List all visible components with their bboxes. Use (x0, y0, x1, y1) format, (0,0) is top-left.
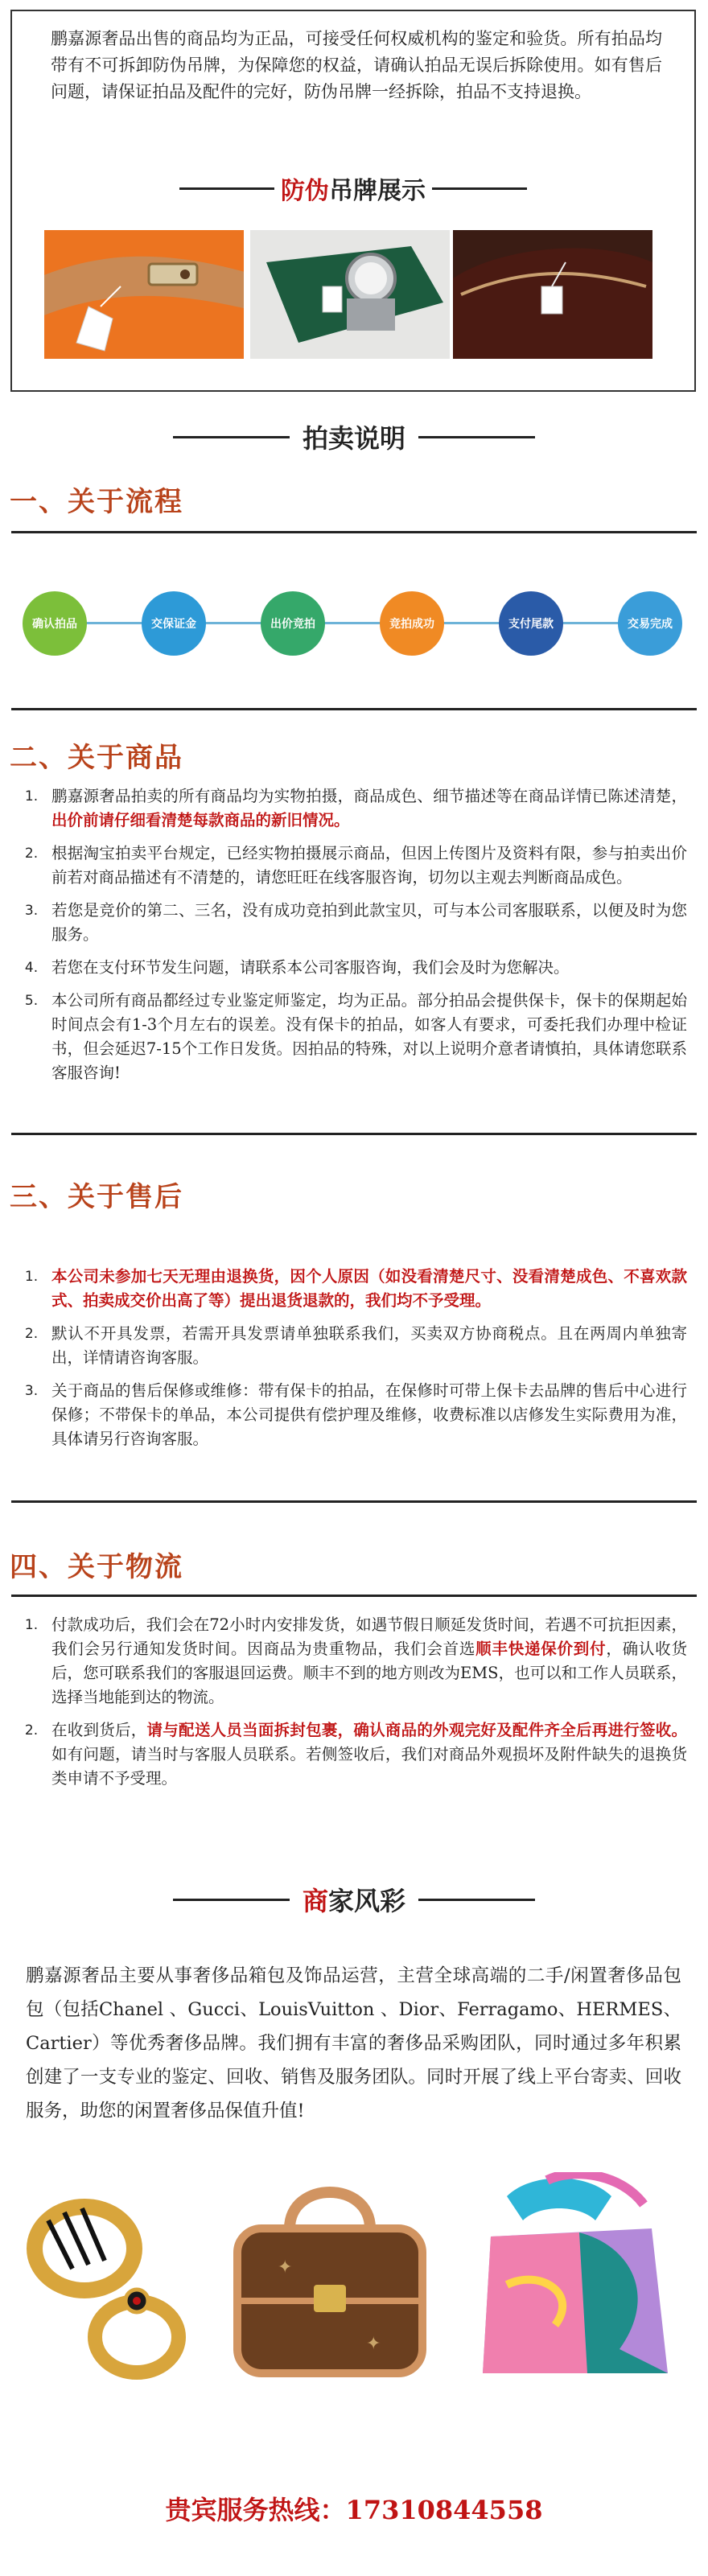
image-monogram-bag (213, 2172, 447, 2389)
list-item-text (51, 842, 687, 890)
merchant-title-black: 家风彩 (328, 1886, 406, 1916)
list-item-text (51, 1265, 687, 1313)
image-colorful-bag (459, 2172, 692, 2389)
list-item (11, 1265, 687, 1313)
merchant-title (0, 1881, 708, 1918)
step-deposit: 交保证金 (142, 591, 206, 656)
step-win: 竞拍成功 (380, 591, 444, 656)
list-item-number: 4. (24, 960, 39, 976)
list-item-number: 5. (24, 993, 39, 1009)
title-rule-right (418, 1899, 535, 1901)
anti-title-red: 防伪 (281, 177, 329, 205)
anti-title-black: 吊牌展示 (329, 177, 426, 205)
step-confirm: 确认拍品 (23, 591, 87, 656)
notice-intro: 鹏嘉源奢品出售的商品均为正品，可接受任何权威机构的鉴定和验货。所有拍品均带有不可拆卸防伪吊牌，为保障您的权益，请确认拍品无误后拆除使用。如有售后问题，请保证拍品及配件的完好，防伪吊牌一经拆除，拍品不支持退换。 (51, 29, 662, 101)
auction-title-text: 拍卖说明 (302, 423, 405, 454)
process-flow (23, 591, 682, 656)
list-item-text (51, 989, 687, 1085)
list-item-segment: 关于商品的售后保修或维修：带有保卡的拍品，在保修时可带上保卡去品牌的售后中心进行保修；不带保卡的单品，本公司提供有偿护理及维修，收费标准以店修发生实际费用为准，具体请另行咨询客服。 (51, 1381, 687, 1448)
notice-box (10, 10, 696, 392)
photo-bag-tag (453, 230, 652, 359)
list-item (11, 956, 687, 980)
list-item-segment: ，确认收货后，您可联系我们的客服退回运费。顺丰不到的地方则改为EMS，也可以和工作人员联系，选择当地能到达的物流。 (51, 1640, 687, 1706)
aftersale-list (11, 1265, 687, 1460)
auction-title (0, 418, 708, 455)
aftersale-rule (11, 1500, 697, 1503)
list-item-segment: 鹏嘉源奢品拍卖的所有商品均为实物拍摄，商品成色、细节描述等在商品详情已陈述清楚， (51, 787, 687, 805)
goods-rule (11, 1133, 697, 1135)
list-item-text (51, 1718, 687, 1791)
flow-track (39, 622, 666, 624)
list-item-number: 2. (24, 1326, 39, 1342)
list-item-segment: 若您在支付环节发生问题，请联系本公司客服咨询，我们会及时为您解决。 (51, 958, 570, 977)
list-item-highlight: 本公司未参加七天无理由退换货，因个人原因（如没看清楚尺寸、没看清楚成色、不喜欢款式、拍卖成交价出高了等）提出退货退款的，我们均不予受理。 (51, 1267, 687, 1310)
list-item-segment: 在收到货后， (51, 1721, 147, 1739)
merchant-description: 鹏嘉源奢品主要从事奢侈品箱包及饰品运营，主营全球高端的二手/闲置奢侈品包包（包括Chanel 、Gucci、LouisVuitton 、Dior、Ferragamo、HERMES、Cartier）等优秀奢侈品牌。我们拥有丰富的奢侈品采购团队，同时通过多年积累创建了一支专业的鉴定、回收、销售及服务团队。同时开展了线上平台寄卖、回收服务，助您的闲置奢侈品保值升值! (26, 1965, 681, 2121)
photo-watch-tag (250, 230, 450, 359)
svg-text:✦: ✦ (366, 2334, 381, 2354)
logistics-rule (11, 1595, 697, 1597)
aftersale-heading: 三、关于售后 (10, 1181, 183, 1213)
anti-counterfeit-title (12, 171, 694, 206)
merchant-title-red: 商 (302, 1886, 328, 1916)
list-item-text (51, 1322, 687, 1370)
list-item (11, 899, 687, 947)
list-item-segment: 付款成功后，我们会在72小时内安排发货，如遇节假日顺延发货时间，若遇不可抗拒因素，我们会另行通知发货时间。因商品为贵重物品，我们会首选 (51, 1615, 687, 1658)
list-item-number: 2. (24, 1722, 39, 1739)
process-rule-top (11, 531, 697, 533)
title-rule-right (418, 436, 535, 438)
image-gold-rings (16, 2172, 201, 2389)
hotline-label: 贵宾服务热线： (165, 2495, 346, 2525)
list-item-text (51, 956, 687, 980)
hotline (0, 2490, 708, 2527)
list-item (11, 842, 687, 890)
list-item-number: 1. (24, 1617, 39, 1633)
svg-text:✦: ✦ (278, 2257, 293, 2278)
title-rule-left (179, 187, 274, 190)
list-item-text (51, 784, 687, 833)
logistics-heading: 四、关于物流 (10, 1551, 183, 1583)
list-item-number: 3. (24, 1383, 39, 1399)
list-item-highlight: 顺丰快递保价到付 (475, 1640, 607, 1658)
list-item-number: 1. (24, 788, 39, 804)
step-complete: 交易完成 (618, 591, 682, 656)
list-item-text (51, 1613, 687, 1710)
list-item (11, 784, 687, 833)
list-item-segment: 本公司所有商品都经过专业鉴定师鉴定，均为正品。部分拍品会提供保卡，保卡的保期起始时间点会有1-3个月左右的误差。没有保卡的拍品，如客人有要求，可委托我们办理中检证书，但会延迟7-15个工作日发货。因拍品的特殊，对以上说明介意者请慎拍，具体请您联系客服咨询! (51, 991, 687, 1082)
goods-heading: 二、关于商品 (10, 742, 183, 774)
list-item (11, 989, 687, 1085)
logistics-list (11, 1613, 687, 1800)
title-rule-left (173, 1899, 290, 1901)
photo-belt-tag (44, 230, 244, 359)
list-item (11, 1613, 687, 1710)
list-item-segment: 如有问题，请当时与客服人员联系。若侧签收后，我们对商品外观损坏及附件缺失的退换货类申请不予受理。 (51, 1745, 687, 1788)
title-rule-left (173, 436, 290, 438)
list-item-number: 1. (24, 1269, 39, 1285)
list-item-text (51, 1379, 687, 1451)
list-item (11, 1718, 687, 1791)
list-item (11, 1379, 687, 1451)
list-item (11, 1322, 687, 1370)
process-heading: 一、关于流程 (10, 486, 183, 518)
process-rule-bottom (11, 708, 697, 710)
list-item-text (51, 899, 687, 947)
list-item-segment: 默认不开具发票，若需开具发票请单独联系我们，买卖双方协商税点。且在两周内单独寄出，详情请咨询客服。 (51, 1324, 687, 1367)
list-item-number: 2. (24, 846, 39, 862)
list-item-highlight: 出价前请仔细看清楚每款商品的新旧情况。 (51, 811, 350, 829)
title-rule-right (432, 187, 527, 190)
list-item-segment: 若您是竞价的第二、三名，没有成功竞拍到此款宝贝，可与本公司客服联系，以便及时为您服务。 (51, 901, 687, 944)
hotline-number[interactable]: 17310844558 (345, 2495, 543, 2525)
goods-list (11, 784, 687, 1094)
step-payment: 支付尾款 (499, 591, 563, 656)
list-item-highlight: 请与配送人员当面拆封包裹，确认商品的外观完好及配件齐全后再进行签收。 (146, 1721, 687, 1739)
list-item-segment: 根据淘宝拍卖平台规定，已经实物拍摄展示商品，但因上传图片及资料有限，参与拍卖出价前若对商品描述有不清楚的，请您旺旺在线客服咨询，切勿以主观去判断商品成色。 (51, 844, 687, 887)
step-bid: 出价竞拍 (261, 591, 325, 656)
list-item-number: 3. (24, 903, 39, 919)
